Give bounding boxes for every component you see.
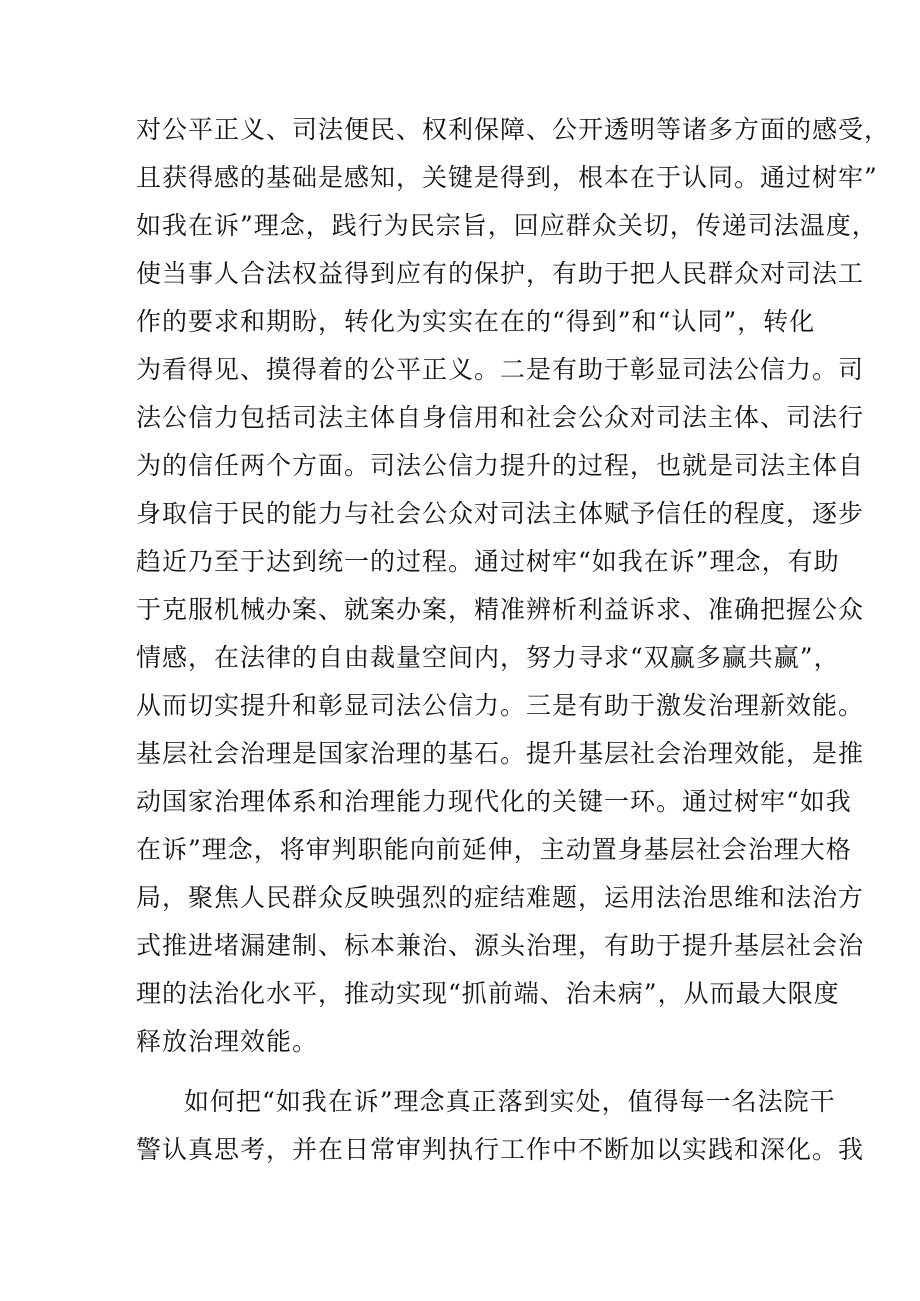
text-line-18: 式推进堵漏建制、标本兼治、源头治理，有助于提升基层社会治 [136, 931, 865, 960]
text-line-13: 从而切实提升和彰显司法公信力。三是有助于激发治理新效能。 [136, 691, 865, 720]
text-line-21: 如何把“如我在诉”理念真正落到实处，值得每一名法院干 [184, 1087, 836, 1116]
text-line-4: 使当事人合法权益得到应有的保护，有助于把人民群众对司法工 [136, 259, 865, 288]
text-line-17: 局，聚焦人民群众反映强烈的症结难题，运用法治思维和法治方 [136, 883, 865, 912]
text-line-14: 基层社会治理是国家治理的基石。提升基层社会治理效能，是推 [136, 739, 865, 768]
text-line-9: 身取信于民的能力与社会公众对司法主体赋予信任的程度，逐步 [136, 499, 865, 528]
text-line-22: 警认真思考，并在日常审判执行工作中不断加以实践和深化。我 [136, 1135, 865, 1164]
text-line-6: 为看得见、摸得着的公平正义。二是有助于彰显司法公信力。司 [136, 355, 865, 384]
text-line-3: 如我在诉”理念，践行为民宗旨，回应群众关切，传递司法温度， [136, 211, 878, 240]
text-line-20: 释放治理效能。 [136, 1027, 319, 1056]
text-line-7: 法公信力包括司法主体自身信用和社会公众对司法主体、司法行 [136, 403, 865, 432]
text-line-2: 且获得感的基础是感知，关键是得到，根本在于认同。通过树牢” [136, 163, 878, 192]
text-line-8: 为的信任两个方面。司法公信力提升的过程，也就是司法主体自 [136, 451, 865, 480]
text-line-16: 在诉”理念，将审判职能向前延伸，主动置身基层社会治理大格 [136, 835, 852, 864]
text-line-1: 对公平正义、司法便民、权利保障、公开透明等诸多方面的感受， [136, 115, 891, 144]
text-line-5: 作的要求和期盼，转化为实实在在的“得到”和“认同”，转化 [136, 307, 816, 336]
text-line-19: 理的法治化水平，推动实现“抓前端、治未病”，从而最大限度 [136, 979, 840, 1008]
text-line-10: 趋近乃至于达到统一的过程。通过树牢“如我在诉”理念，有助 [136, 547, 840, 576]
text-line-12: 情感，在法律的自由裁量空间内，努力寻求“双赢多赢共赢”， [136, 643, 840, 672]
text-line-11: 于克服机械办案、就案办案，精准辨析利益诉求、准确把握公众 [136, 595, 865, 624]
text-line-15: 动国家治理体系和治理能力现代化的关键一环。通过树牢“如我 [136, 787, 852, 816]
